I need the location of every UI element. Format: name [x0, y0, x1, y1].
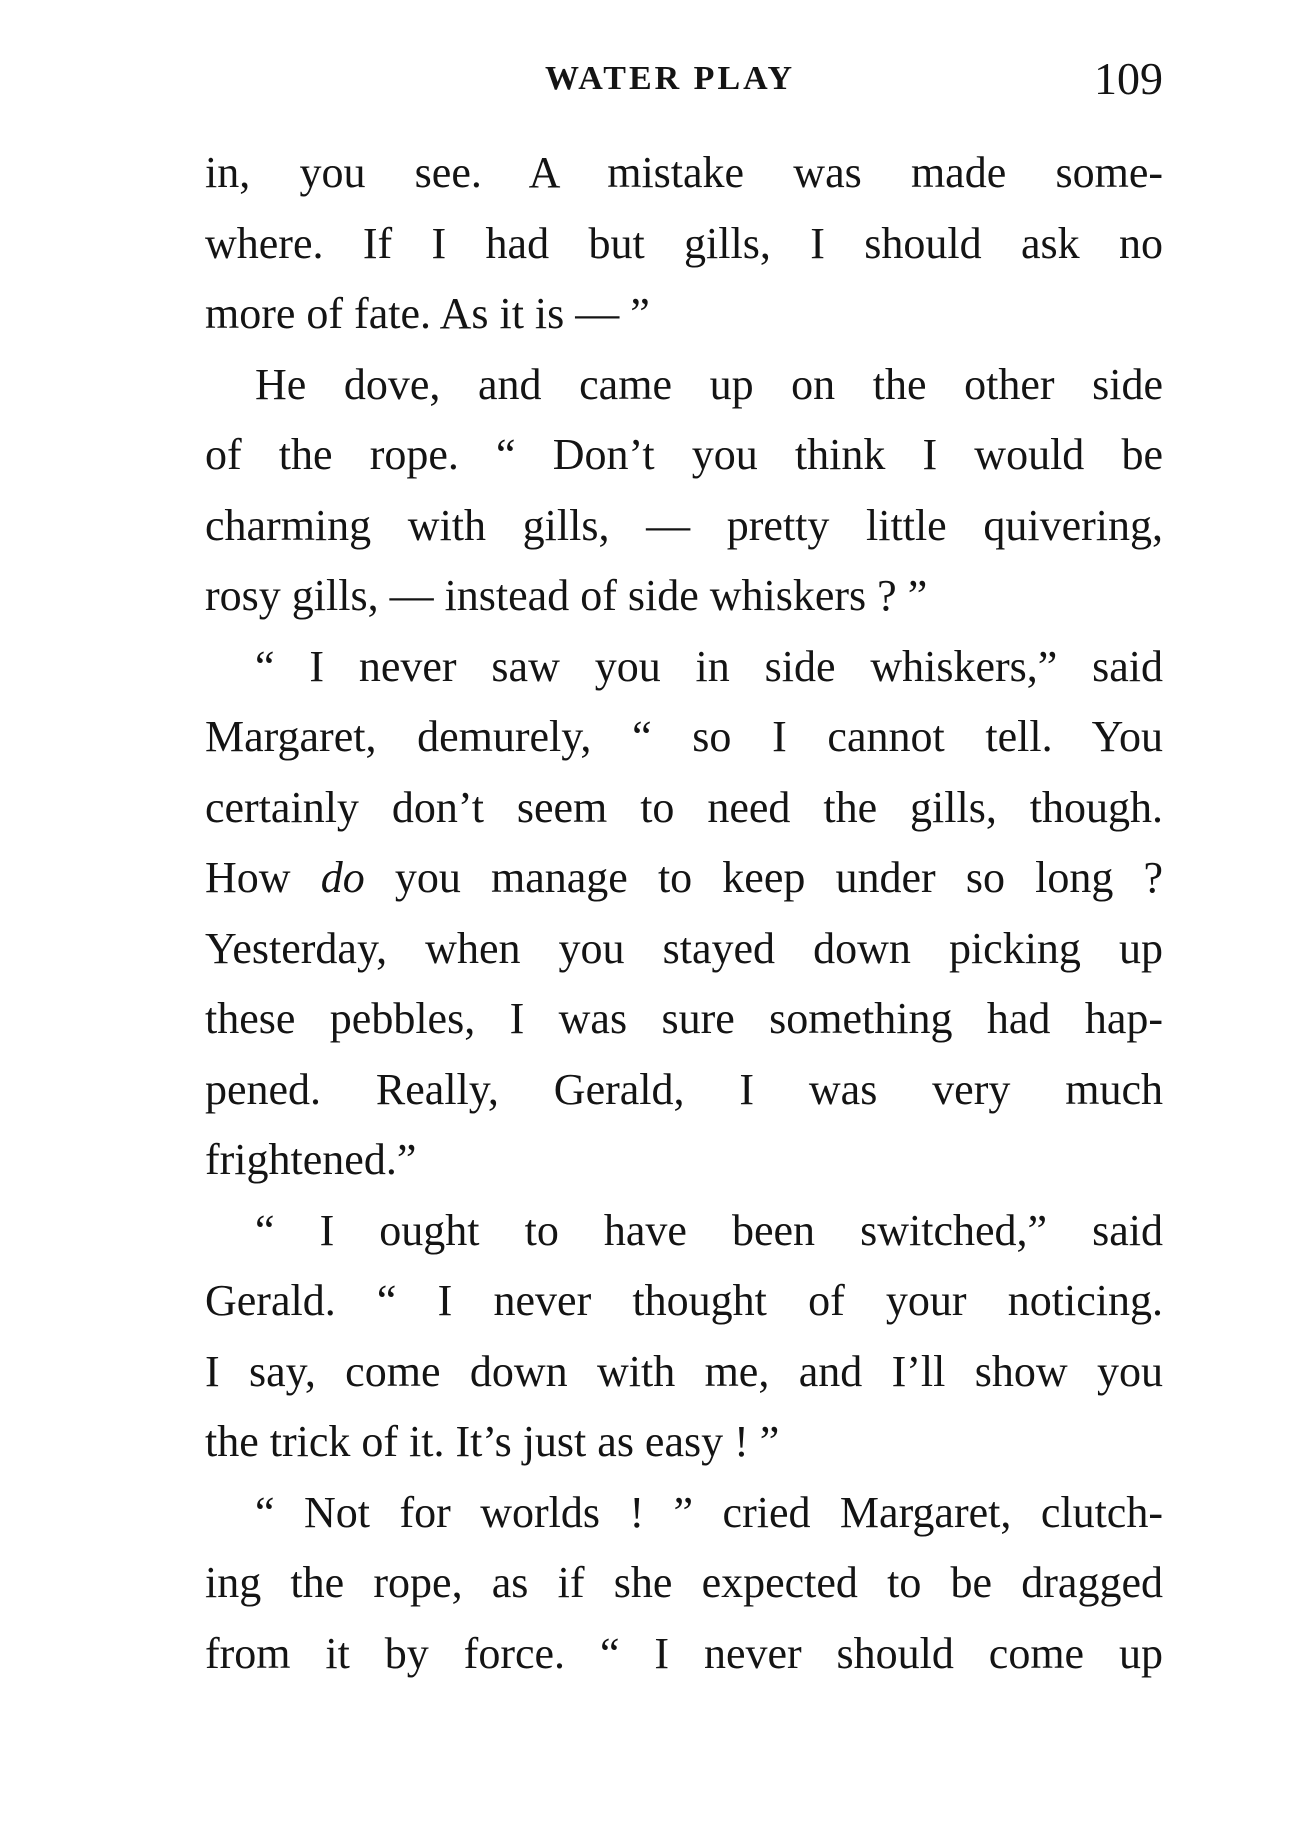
- text-line: of the rope. “ Don’t you think I would be: [205, 430, 1163, 479]
- text-line: ing the rope, as if she expected to be dragged: [205, 1558, 1163, 1607]
- text-line: charming with gills, — pretty little quivering,: [205, 500, 1163, 550]
- text-line: He dove, and came up on the other side: [255, 359, 1163, 409]
- emphasis: do: [320, 853, 365, 902]
- text-line: from it by force. “ I never should come up: [205, 1628, 1163, 1678]
- text-line: I say, come down with me, and I’ll show you: [205, 1346, 1163, 1396]
- text-line: Margaret, demurely, “ so I cannot tell. You: [205, 712, 1163, 761]
- text-line: rosy gills, — instead of side whiskers ? ”: [205, 571, 928, 620]
- running-title: WATER PLAY: [545, 60, 796, 97]
- text-line: “ I ought to have been switched,” said: [255, 1205, 1163, 1255]
- text-line: frightened.”: [205, 1135, 417, 1184]
- text-line: certainly don’t seem to need the gills, though.: [205, 782, 1163, 832]
- text-line: more of fate. As it is — ”: [205, 289, 650, 338]
- running-head: [205, 52, 1163, 122]
- body-text: [205, 138, 1163, 1689]
- text-line: Gerald. “ I never thought of your noticing.: [205, 1276, 1163, 1325]
- text-line: in, you see. A mistake was made some-: [205, 148, 1163, 197]
- text-line: pened. Really, Gerald, I was very much: [205, 1064, 1163, 1114]
- text-line: these pebbles, I was sure something had hap-: [205, 994, 1163, 1043]
- text-line: Yesterday, when you stayed down picking up: [205, 923, 1163, 973]
- text-line: “ Not for worlds ! ” cried Margaret, clutch-: [255, 1487, 1163, 1537]
- text-line: the trick of it. It’s just as easy ! ”: [205, 1417, 780, 1466]
- text-line: where. If I had but gills, I should ask no: [205, 218, 1163, 268]
- text-line: How do you manage to keep under so long ?: [205, 853, 1163, 902]
- text-line: “ I never saw you in side whiskers,” said: [255, 641, 1163, 691]
- page-number: 109: [1094, 53, 1163, 104]
